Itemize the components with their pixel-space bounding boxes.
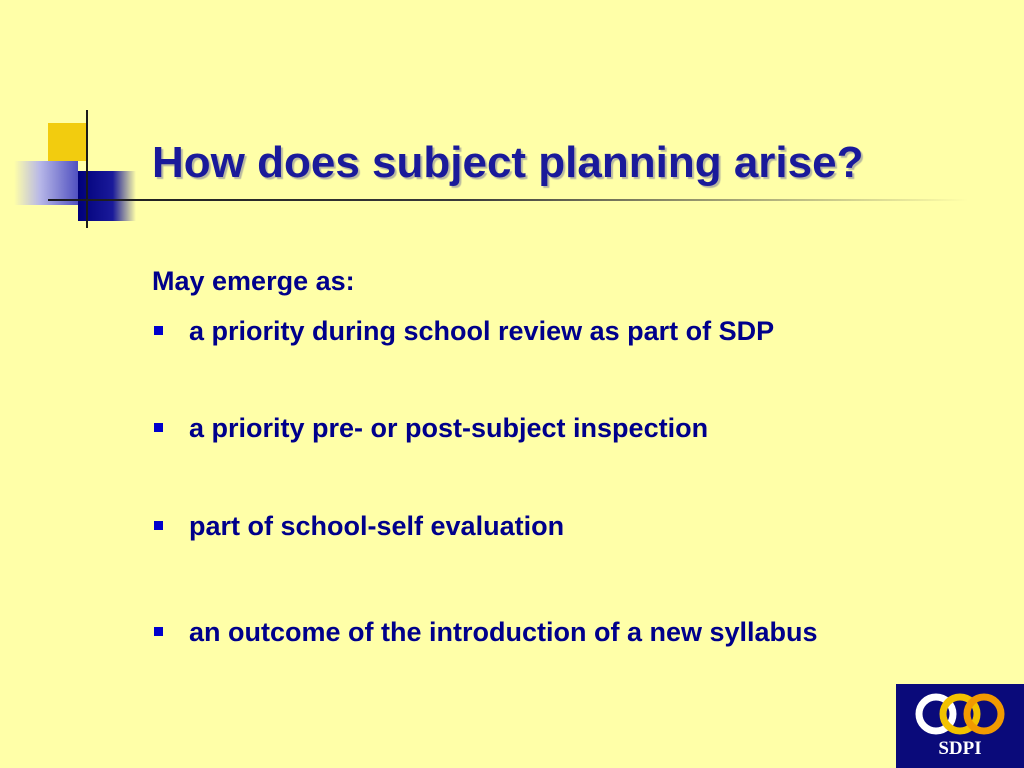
corner-decoration — [0, 0, 1024, 240]
bullet-text: a priority pre- or post-subject inspection — [189, 413, 709, 443]
yellow-square-decoration — [48, 123, 88, 161]
square-bullet-icon — [154, 521, 163, 530]
vertical-rule — [86, 110, 88, 228]
logo-text: SDPI — [938, 738, 982, 759]
intro-text: May emerge as: — [152, 266, 355, 296]
slide-title: How does subject planning arise? — [152, 138, 864, 187]
square-bullet-icon — [154, 627, 163, 636]
bullet-text: an outcome of the introduction of a new syllabus — [189, 617, 818, 647]
bullet-text: a priority during school review as part of SDP — [189, 316, 775, 346]
interlocking-rings-icon — [906, 688, 1014, 740]
square-bullet-icon — [154, 326, 163, 335]
title-underline-rule — [48, 199, 968, 201]
sdpi-logo — [896, 684, 1024, 768]
bullet-text: part of school-self evaluation — [189, 511, 565, 541]
square-bullet-icon — [154, 423, 163, 432]
